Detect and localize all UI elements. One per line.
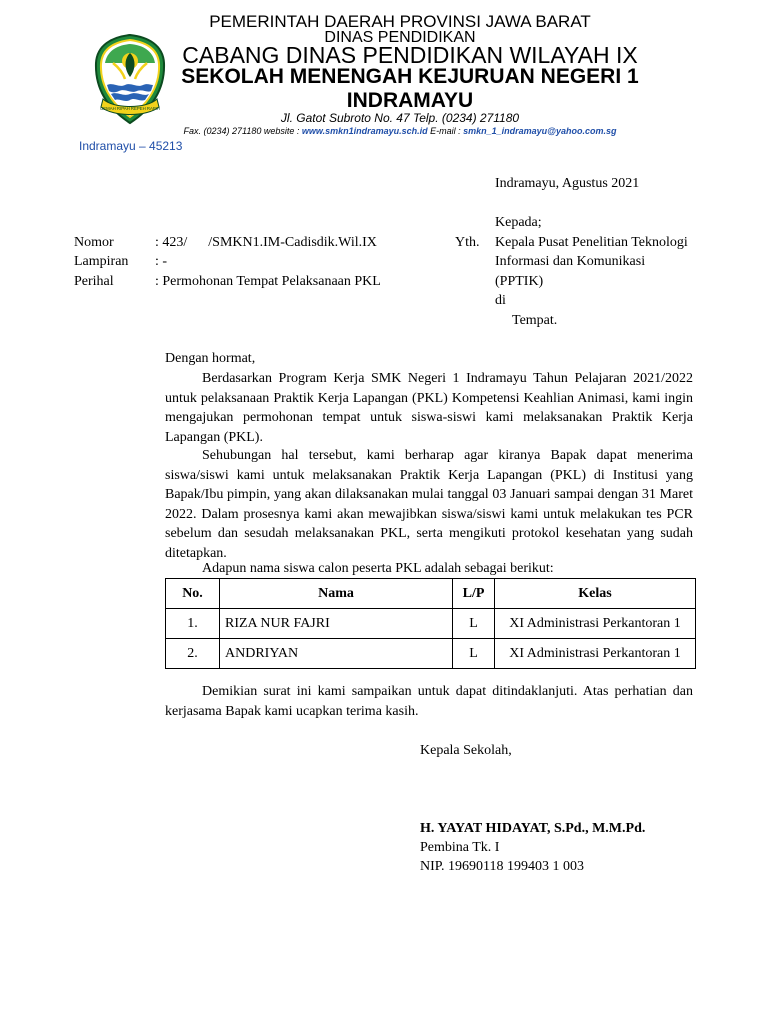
- table-header-row: [166, 579, 696, 609]
- student-table: [165, 578, 696, 669]
- table-row: [166, 639, 696, 669]
- cell-no: 1.: [166, 609, 220, 639]
- signature-title: Kepala Sekolah,: [420, 743, 512, 758]
- recipient-tempat: Tempat.: [512, 313, 558, 328]
- paragraph-2-text: Sehubungan hal tersebut, kami berharap agar kiranya Bapak dapat menerima siswa/siswi kami untuk melaksanakan Praktik Kerja Lapangan (PKL) di Institusi yang Bapak/Ibu pimpin, yang akan dilaksanakan mulai tanggal 03 Januari sampai dengan 31 Maret 2022. Dalam prosesnya kami akan mewajibkan siswa/siswi kami untuk melakukan tes PCR sebelum dan sesudah melaksanakan PKL, serta mengikuti protokol kesehatan yang sudah ditetapkan.: [165, 448, 693, 561]
- fax-text: Fax. (0234) 271180 website :: [183, 126, 302, 136]
- paragraph-3: [165, 559, 693, 579]
- contact-line: [150, 126, 650, 136]
- department-name: DINAS PENDIDIKAN: [324, 29, 476, 46]
- signatory-name: H. YAYAT HIDAYAT, S.Pd., M.M.Pd.: [420, 821, 646, 836]
- paragraph-1: [165, 369, 693, 447]
- paragraph-2: [165, 446, 693, 563]
- header-no: No.: [166, 579, 220, 609]
- nomor-value: : 423/ /SMKN1.IM-Cadisdik.Wil.IX: [155, 235, 377, 250]
- recipient-line3: (PPTIK): [495, 274, 544, 289]
- letter-date: Indramayu, Agustus 2021: [495, 176, 640, 191]
- cell-nama: ANDRIYAN: [220, 639, 453, 669]
- header-lp: L/P: [453, 579, 495, 609]
- svg-text:GEMAH RIPAH REPEH RAPIH: GEMAH RIPAH REPEH RAPIH: [99, 106, 161, 111]
- cell-lp: L: [453, 609, 495, 639]
- school-name-line1: SEKOLAH MENENGAH KEJURUAN NEGERI 1: [181, 65, 639, 88]
- government-name: PEMERINTAH DAERAH PROVINSI JAWA BARAT: [209, 12, 591, 31]
- email-link[interactable]: smkn_1_indramayu@yahoo.com.sg: [463, 126, 617, 136]
- cell-no: 2.: [166, 639, 220, 669]
- paragraph-4-text: Demikian surat ini kami sampaikan untuk dapat ditindaklanjuti. Atas perhatian dan kerjasama Bapak kami ucapkan terima kasih.: [165, 684, 693, 719]
- recipient-line2: Informasi dan Komunikasi: [495, 254, 646, 269]
- paragraph-1-text: Berdasarkan Program Kerja SMK Negeri 1 Indramayu Tahun Pelajaran 2021/2022 untuk pelaksanaan Praktik Kerja Lapangan (PKL) Kompetensi Keahlian Animasi, kami ingin mengajukan permohonan tempat untuk siswa-siswi kami melaksanakan Praktik Kerja Lapangan (PKL).: [165, 371, 693, 445]
- school-name-line2: INDRAMAYU: [346, 89, 474, 112]
- school-address: Jl. Gatot Subroto No. 47 Telp. (0234) 271180: [280, 111, 520, 125]
- signatory-nip: NIP. 19690118 199403 1 003: [420, 859, 584, 874]
- branch-office-name: CABANG DINAS PENDIDIKAN WILAYAH IX: [182, 42, 638, 68]
- nomor-label: Nomor: [74, 235, 114, 250]
- paragraph-4: [165, 682, 693, 721]
- perihal-value: : Permohonan Tempat Pelaksanaan PKL: [155, 274, 381, 289]
- recipient-kepada: Kepada;: [495, 215, 542, 230]
- city-postal-code: Indramayu – 45213: [79, 139, 183, 153]
- signatory-rank: Pembina Tk. I: [420, 840, 500, 855]
- email-label: E-mail :: [427, 126, 464, 136]
- header-kelas: Kelas: [495, 579, 696, 609]
- lampiran-label: Lampiran: [74, 254, 129, 269]
- website-link[interactable]: www.smkn1indramayu.sch.id: [301, 126, 428, 136]
- recipient-di: di: [495, 293, 506, 308]
- cell-kelas: XI Administrasi Perkantoran 1: [495, 639, 696, 669]
- recipient-line1: Kepala Pusat Penelitian Teknologi: [495, 235, 688, 250]
- greeting: Dengan hormat,: [165, 351, 256, 366]
- cell-lp: L: [453, 639, 495, 669]
- lampiran-value: : -: [155, 254, 168, 269]
- perihal-label: Perihal: [74, 274, 114, 289]
- header-nama: Nama: [220, 579, 453, 609]
- cell-nama: RIZA NUR FAJRI: [220, 609, 453, 639]
- table-row: [166, 609, 696, 639]
- recipient-yth: Yth.: [455, 235, 480, 250]
- cell-kelas: XI Administrasi Perkantoran 1: [495, 609, 696, 639]
- paragraph-3-text: Adapun nama siswa calon peserta PKL adalah sebagai berikut:: [202, 561, 554, 576]
